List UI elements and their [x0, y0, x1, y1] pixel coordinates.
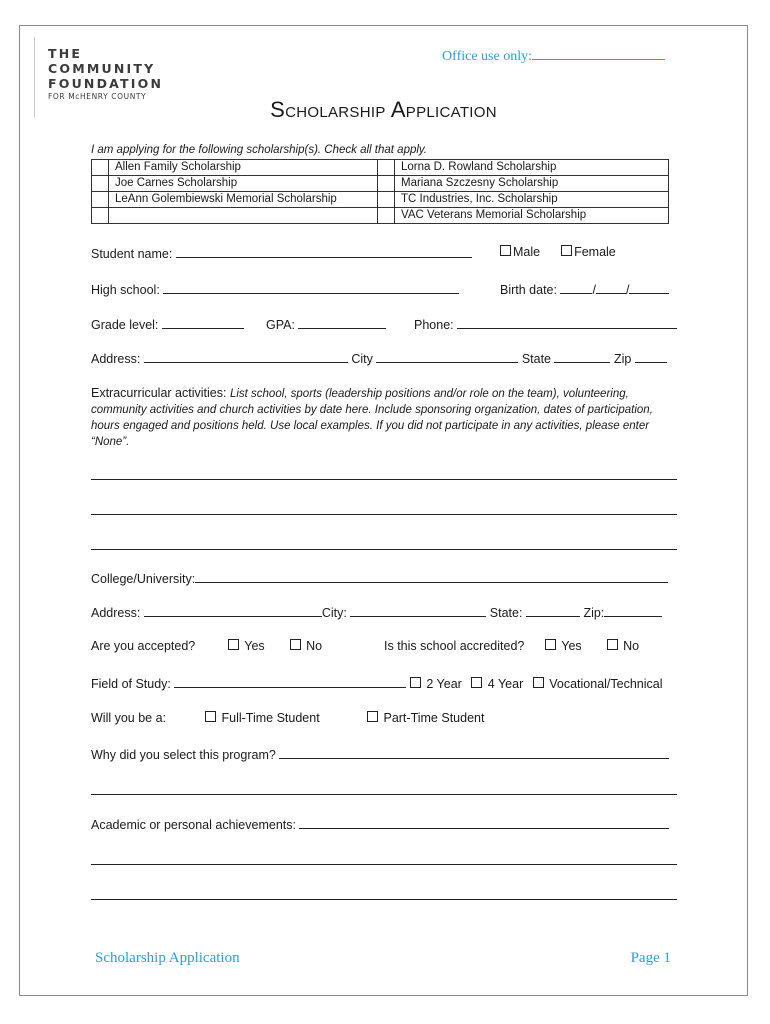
gpa-row — [266, 316, 386, 332]
scholarship-checkbox[interactable] — [378, 192, 395, 208]
accepted-yes-checkbox[interactable] — [228, 639, 239, 650]
scholarship-name: LeAnn Golembiewski Memorial Scholarship — [109, 192, 378, 208]
accredited-yes-checkbox[interactable] — [545, 639, 556, 650]
city-field[interactable] — [376, 350, 518, 363]
state-label: State — [521, 352, 551, 366]
logo-line-1: THE — [48, 46, 83, 61]
scholarship-name: Allen Family Scholarship — [109, 160, 378, 176]
accredited-no-checkbox[interactable] — [607, 639, 618, 650]
scholarship-checkbox[interactable] — [92, 208, 109, 224]
part-time-checkbox[interactable] — [367, 711, 378, 722]
office-use-label: Office use only: — [442, 49, 532, 64]
college-state-field[interactable] — [526, 604, 580, 617]
full-time-label: Full-Time Student — [221, 711, 320, 725]
two-year-label: 2 Year — [426, 677, 462, 691]
scholarship-name — [109, 208, 378, 224]
achievements-label: Academic or personal achievements: — [91, 818, 296, 832]
gpa-field[interactable] — [298, 316, 386, 329]
phone-row — [414, 316, 677, 332]
achievements-line-2[interactable] — [91, 864, 677, 865]
extracurricular-label: Extracurricular activities: — [91, 386, 230, 400]
accepted-label: Are you accepted? — [91, 639, 196, 653]
male-checkbox[interactable] — [500, 245, 511, 256]
phone-label: Phone: — [414, 318, 454, 332]
zip-field[interactable] — [635, 350, 667, 363]
birth-year-field[interactable] — [629, 281, 669, 294]
address-row — [91, 350, 667, 366]
vocational-checkbox[interactable] — [533, 677, 544, 688]
college-label: College/University: — [91, 572, 196, 586]
scholarship-checkbox[interactable] — [378, 208, 395, 224]
student-name-row — [91, 245, 472, 261]
table-row — [92, 192, 669, 208]
college-zip-label: Zip: — [583, 606, 605, 620]
accepted-options — [228, 639, 322, 653]
part-time-option — [367, 711, 484, 725]
accepted-row — [91, 639, 195, 653]
scholarship-checkbox[interactable] — [378, 176, 395, 192]
why-select-field[interactable] — [279, 746, 669, 759]
table-row — [92, 160, 669, 176]
scholarship-name: Joe Carnes Scholarship — [109, 176, 378, 192]
college-state-label: State: — [489, 606, 523, 620]
birth-date-label: Birth date: — [500, 283, 557, 297]
four-year-checkbox[interactable] — [471, 677, 482, 688]
gender-group — [500, 245, 616, 259]
full-time-checkbox[interactable] — [205, 711, 216, 722]
page-title: Scholarship Application — [270, 97, 497, 122]
table-row — [92, 208, 669, 224]
scholarship-checkbox[interactable] — [92, 192, 109, 208]
grade-level-label: Grade level: — [91, 318, 159, 332]
field-of-study-field[interactable] — [174, 675, 406, 688]
student-type-row — [91, 711, 166, 725]
college-address-label: Address: — [91, 606, 141, 620]
accepted-yes-label: Yes — [244, 639, 265, 653]
scholarship-table — [91, 159, 669, 224]
field-of-study-label: Field of Study: — [91, 677, 171, 691]
male-label: Male — [513, 245, 541, 259]
extracurricular-instructions — [91, 385, 681, 450]
will-you-be-label: Will you be a: — [91, 711, 167, 725]
achievements-line-3[interactable] — [91, 899, 677, 900]
extracurricular-line-1[interactable] — [91, 479, 677, 480]
student-name-label: Student name: — [91, 247, 173, 261]
full-time-option — [205, 711, 320, 725]
college-city-label: City: — [321, 606, 347, 620]
college-row — [91, 570, 668, 586]
phone-field[interactable] — [457, 316, 677, 329]
footer-page-number: Page 1 — [630, 950, 671, 966]
college-address-field[interactable] — [144, 604, 322, 617]
birth-day-field[interactable] — [596, 281, 626, 294]
why-select-label: Why did you select this program? — [91, 748, 276, 762]
footer-title: Scholarship Application — [95, 950, 240, 966]
grade-level-field[interactable] — [162, 316, 244, 329]
female-checkbox[interactable] — [561, 245, 572, 256]
logo-line-4: FOR McHENRY COUNTY — [48, 92, 147, 101]
scholarship-checkbox[interactable] — [92, 176, 109, 192]
accredited-options — [545, 639, 639, 653]
address-field[interactable] — [144, 350, 348, 363]
high-school-label: High school: — [91, 283, 160, 297]
college-zip-field[interactable] — [604, 604, 662, 617]
foundation-logo — [48, 46, 163, 102]
scholarship-checkbox[interactable] — [92, 160, 109, 176]
scholarship-name: Mariana Szczesny Scholarship — [395, 176, 669, 192]
grade-level-row — [91, 316, 244, 332]
accredited-row — [384, 639, 524, 653]
table-row — [92, 176, 669, 192]
state-field[interactable] — [554, 350, 610, 363]
office-use-only — [442, 47, 665, 65]
student-name-field[interactable] — [176, 245, 472, 258]
college-city-field[interactable] — [350, 604, 486, 617]
office-use-field[interactable] — [532, 47, 665, 60]
why-select-line-2[interactable] — [91, 794, 677, 795]
accepted-no-label: No — [306, 639, 323, 653]
two-year-checkbox[interactable] — [410, 677, 421, 688]
zip-label: Zip — [613, 352, 632, 366]
college-address-row — [91, 604, 662, 620]
vocational-label: Vocational/Technical — [549, 677, 663, 691]
why-select-row — [91, 746, 669, 762]
accredited-label: Is this school accredited? — [384, 639, 525, 653]
high-school-row — [91, 281, 459, 297]
extracurricular-line-3[interactable] — [91, 549, 677, 550]
scholarship-checkbox[interactable] — [378, 160, 395, 176]
four-year-label: 4 Year — [487, 677, 524, 691]
high-school-field[interactable] — [163, 281, 459, 294]
college-field[interactable] — [195, 570, 668, 583]
scholarship-intro: I am applying for the following scholarship(s). Check all that apply. — [91, 144, 428, 156]
logo-line-3: FOUNDATION — [48, 76, 164, 91]
city-label: City — [351, 352, 373, 366]
extracurricular-text: List school, sports (leadership positions and/or role on the team), volunteering, community activities and church activities by date here. Include sponsoring organization, dates of participation, hours engaged and positions held. Use local examples. If you did not participate in any activities, please enter “None”. — [91, 388, 653, 448]
accepted-no-checkbox[interactable] — [290, 639, 301, 650]
birth-month-field[interactable] — [560, 281, 592, 294]
logo-line-2: COMMUNITY — [48, 61, 156, 76]
achievements-field[interactable] — [299, 816, 669, 829]
field-of-study-row — [91, 675, 663, 691]
address-label: Address: — [91, 352, 141, 366]
gpa-label: GPA: — [266, 318, 295, 332]
scholarship-name: TC Industries, Inc. Scholarship — [395, 192, 669, 208]
extracurricular-line-2[interactable] — [91, 514, 677, 515]
scholarship-name: Lorna D. Rowland Scholarship — [395, 160, 669, 176]
scholarship-name: VAC Veterans Memorial Scholarship — [395, 208, 669, 224]
achievements-row — [91, 816, 669, 832]
part-time-label: Part-Time Student — [383, 711, 485, 725]
female-label: Female — [574, 245, 616, 259]
accredited-no-label: No — [623, 639, 640, 653]
accredited-yes-label: Yes — [561, 639, 582, 653]
form-page — [19, 25, 748, 996]
birth-date-row: Birth date: / / — [500, 281, 669, 297]
